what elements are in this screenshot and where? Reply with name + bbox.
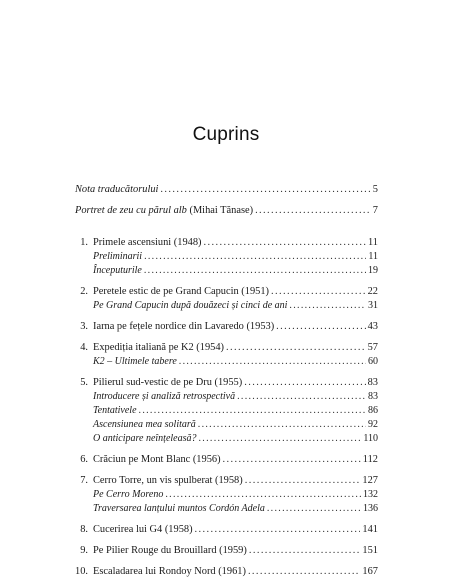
toc-leader-dots xyxy=(179,355,366,369)
toc-entry-page: 83 xyxy=(368,391,378,402)
toc-entry-page: 5 xyxy=(372,184,378,195)
toc-entry-title: Peretele estic de pe Grand Capucin (1951) xyxy=(93,286,269,297)
toc-entry-page: 167 xyxy=(362,566,378,577)
toc-leader-dots xyxy=(244,376,365,390)
toc-leader-dots xyxy=(144,264,366,278)
toc-leader-dots xyxy=(223,453,361,467)
toc-entry xyxy=(70,474,378,488)
toc-entry-title: Portret de zeu cu părul alb xyxy=(75,205,187,216)
toc-leader-dots xyxy=(139,404,366,418)
toc-entry-title: Crăciun pe Mont Blanc (1956) xyxy=(93,454,221,465)
toc-entry xyxy=(70,376,378,390)
toc-entry xyxy=(70,236,378,250)
toc-entry xyxy=(93,488,378,502)
toc-leader-dots xyxy=(255,204,371,218)
toc-entry xyxy=(70,565,378,579)
page-title: Cuprins xyxy=(192,124,260,145)
toc-leader-dots xyxy=(160,183,370,197)
toc-leader-dots xyxy=(144,250,366,264)
toc-entry-page: 7 xyxy=(372,205,378,216)
toc-leader-dots xyxy=(226,341,366,355)
toc-entry-title: Pe Grand Capucin după douăzeci și cinci de ani xyxy=(93,300,288,311)
toc-entry-title: Escaladarea lui Rondoy Nord (1961) xyxy=(93,566,246,577)
toc-entry-page: 110 xyxy=(363,433,378,444)
toc-entry-number: 3. xyxy=(80,321,88,332)
toc-entry-page: 83 xyxy=(367,377,378,388)
toc-entry xyxy=(93,390,378,404)
toc-entry-page: 132 xyxy=(363,489,378,500)
toc-entry-title: Primele ascensiuni (1948) xyxy=(93,237,202,248)
toc-entry-page: 60 xyxy=(368,356,378,367)
toc-entry-page: 92 xyxy=(368,419,378,430)
toc-entry xyxy=(70,320,378,334)
toc-entry-title: Introducere și analiză retrospectivă xyxy=(93,391,236,402)
toc-entry-number: 10. xyxy=(75,566,88,577)
toc-leader-dots xyxy=(276,320,365,334)
toc-entry xyxy=(93,418,378,432)
toc-entry-page: 86 xyxy=(368,405,378,416)
toc-leader-dots xyxy=(248,565,360,579)
toc-leader-dots xyxy=(204,236,366,250)
toc-leader-dots xyxy=(267,502,361,516)
toc-entry-page: 136 xyxy=(363,503,378,514)
toc-entry-page: 151 xyxy=(362,545,378,556)
toc-entry xyxy=(70,544,378,558)
toc-entry xyxy=(93,299,378,313)
toc-leader-dots xyxy=(195,523,361,537)
toc-leader-dots xyxy=(199,432,362,446)
toc-entry-number: 1. xyxy=(80,237,88,248)
toc-entry-title: Nota traducătorului xyxy=(75,184,159,195)
toc-entry-author: (Mihai Tănase) xyxy=(186,205,254,216)
toc-leader-dots xyxy=(237,390,366,404)
toc-entry-title: Pe Cerro Moreno xyxy=(93,489,164,500)
toc-leader-dots xyxy=(271,285,366,299)
toc-entry-title: O anticipare neînțeleasă? xyxy=(93,433,197,444)
toc-entry-title: Pe Pilier Rouge du Brouillard (1959) xyxy=(93,545,247,556)
toc-entry-title: Iarna pe fețele nordice din Lavaredo (1953) xyxy=(93,321,275,332)
toc-entry-title: K2 – Ultimele tabere xyxy=(93,356,177,367)
toc-entry-page: 11 xyxy=(367,237,378,248)
toc-entry-title: Ascensiunea mea solitară xyxy=(93,419,196,430)
toc-leader-dots xyxy=(165,488,361,502)
toc-leader-dots xyxy=(198,418,366,432)
toc-entry-title: Expediția italiană pe K2 (1954) xyxy=(93,342,224,353)
toc-entry-page: 141 xyxy=(362,524,378,535)
toc-entry-page: 112 xyxy=(362,454,378,465)
toc-entry xyxy=(93,264,378,278)
toc-entry xyxy=(70,453,378,467)
toc-entry-number: 2. xyxy=(80,286,88,297)
toc-entry xyxy=(75,204,378,218)
toc-leader-dots xyxy=(245,474,361,488)
toc-entry-page: 57 xyxy=(367,342,378,353)
toc-entry-number: 4. xyxy=(80,342,88,353)
toc-entry-title: Preliminarii xyxy=(93,251,143,262)
toc-entry-number: 7. xyxy=(80,475,88,486)
toc-entry-number: 5. xyxy=(80,377,88,388)
toc-entry xyxy=(70,285,378,299)
toc-entry-page: 19 xyxy=(368,265,378,276)
toc-entry xyxy=(93,502,378,516)
toc-entry-title: Pilierul sud-vestic de pe Dru (1955) xyxy=(93,377,243,388)
toc-entry-number: 9. xyxy=(80,545,88,556)
toc-entry-number: 8. xyxy=(80,524,88,535)
toc-entry-page: 11 xyxy=(368,251,378,262)
toc-entry-title: Începuturile xyxy=(93,265,142,276)
toc-entry xyxy=(93,250,378,264)
toc-entry xyxy=(75,183,378,197)
toc-entry-title: Cucerirea lui G4 (1958) xyxy=(93,524,193,535)
toc-entry-page: 127 xyxy=(362,475,378,486)
toc-entry-number: 6. xyxy=(80,454,88,465)
toc-entry xyxy=(70,523,378,537)
toc-entry xyxy=(70,341,378,355)
toc-entry-title: Tentativele xyxy=(93,405,137,416)
toc-leader-dots xyxy=(249,544,361,558)
toc-leader-dots xyxy=(289,299,366,313)
toc-entry-page: 22 xyxy=(367,286,378,297)
toc-entry-title: Cerro Torre, un vis spulberat (1958) xyxy=(93,475,243,486)
toc-entry xyxy=(93,432,378,446)
toc-entry xyxy=(93,355,378,369)
toc-entry-title: Traversarea lanțului muntos Cordón Adela xyxy=(93,503,265,514)
toc-entry-page: 43 xyxy=(367,321,378,332)
toc-entry xyxy=(93,404,378,418)
toc-entry-page: 31 xyxy=(368,300,378,311)
